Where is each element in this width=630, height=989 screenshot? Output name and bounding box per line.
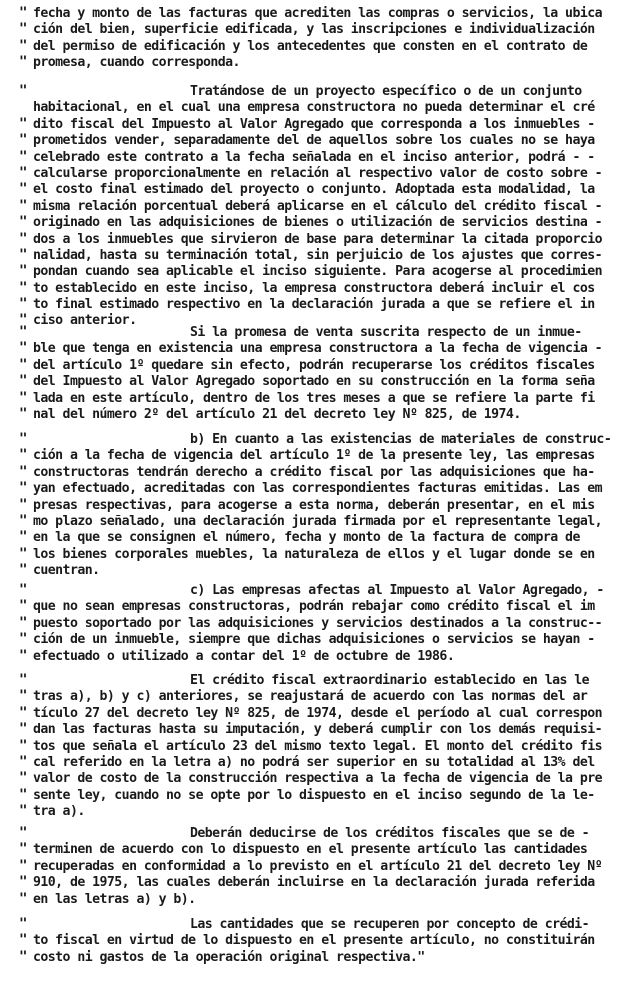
quote-mark: " — [19, 263, 28, 280]
line-text: cal referido en la letra a) no podrá ser superior en su totalidad al 13% del — [33, 754, 595, 770]
text-line — [0, 547, 630, 563]
quote-mark: " — [19, 857, 28, 874]
line-text: calcularse proporcionalmente en relación al respectivo valor de costo sobre - — [33, 165, 602, 181]
text-line — [0, 215, 630, 231]
quote-mark: " — [19, 647, 28, 664]
line-text: el costo final estimado del proyecto o conjunto. Adoptada esta modalidad, la — [33, 182, 595, 198]
line-text: recuperadas en conformidad a lo previsto en el artículo 21 del decreto ley Nº — [33, 858, 602, 874]
text-line — [0, 481, 630, 497]
line-text: del Impuesto al Valor Agregado soportado en su construcción en la forma seña — [33, 374, 595, 390]
text-line — [0, 55, 630, 71]
line-text: terminen de acuerdo con lo dispuesto en el presente artículo las cantidades — [33, 842, 588, 858]
line-text: to fiscal en virtud de lo dispuesto en el presente artículo, no constituirán — [33, 933, 595, 949]
quote-mark: " — [19, 54, 28, 71]
quote-mark: " — [19, 948, 28, 965]
quote-mark: " — [19, 230, 28, 247]
paragraph — [0, 6, 630, 72]
quote-mark: " — [19, 841, 28, 858]
text-line — [0, 297, 630, 313]
quote-mark: " — [19, 631, 28, 648]
line-text: en las letras a) y b). — [33, 891, 196, 907]
text-line — [0, 150, 630, 166]
quote-mark: " — [19, 389, 28, 406]
quote-mark: " — [19, 932, 28, 949]
text-line — [0, 325, 630, 341]
quote-mark: " — [19, 890, 28, 907]
text-line — [0, 722, 630, 738]
line-text: costo ni gastos de la operación original respectiva." — [33, 949, 425, 965]
quote-mark: " — [19, 463, 28, 480]
quote-mark: " — [19, 373, 28, 390]
quote-mark: " — [19, 431, 28, 447]
quote-mark: " — [19, 496, 28, 513]
quote-mark: " — [19, 721, 28, 738]
text-line — [0, 199, 630, 215]
line-text: nal del número 2º del artículo 21 del decreto ley Nº 825, de 1974. — [33, 406, 521, 422]
line-text: dos a los inmuebles que sirvieron de base para determinar la citada proporcio — [33, 231, 602, 247]
line-text: constructoras tendrán derecho a crédito fiscal por las adquisiciones que ha- — [33, 464, 595, 480]
quote-mark: " — [19, 312, 28, 329]
quote-mark: " — [19, 786, 28, 803]
quote-mark: " — [19, 164, 28, 181]
text-line — [0, 22, 630, 38]
paragraph — [0, 84, 630, 330]
text-line — [0, 826, 630, 842]
text-line — [0, 917, 630, 933]
text-line — [0, 530, 630, 546]
text-line — [0, 182, 630, 198]
line-text: tras a), b) y c) anteriores, se reajustará de acuerdo con las normas del ar — [33, 689, 588, 705]
text-line — [0, 804, 630, 820]
line-text: nalidad, hasta su terminación total, sin perjuicio de los ajustes que corres- — [33, 247, 602, 263]
text-line — [0, 514, 630, 530]
quote-mark: " — [19, 83, 28, 99]
quote-mark: " — [19, 324, 28, 340]
text-line — [0, 432, 630, 448]
text-line — [0, 771, 630, 787]
line-text: cuentran. — [33, 563, 100, 579]
text-line — [0, 689, 630, 705]
quote-mark: " — [19, 21, 28, 38]
quote-mark: " — [19, 614, 28, 631]
line-text: Las cantidades que se recuperen por concepto de crédi- — [190, 917, 590, 932]
paragraph — [0, 325, 630, 423]
line-text: tra a). — [33, 804, 85, 820]
line-text: misma relación porcentual deberá aplicarse en el cálculo del crédito fiscal - — [33, 198, 602, 214]
quote-mark: " — [19, 5, 28, 21]
quote-mark: " — [19, 115, 28, 132]
line-text: Tratándose de un proyecto específico o de un conjunto — [190, 84, 582, 99]
line-text: yan efectuado, acreditadas con las correspondientes facturas emitidas. Las em — [33, 481, 602, 497]
paragraph — [0, 826, 630, 908]
paragraph — [0, 583, 630, 665]
quote-mark: " — [19, 688, 28, 705]
quote-mark: " — [19, 214, 28, 231]
quote-mark: " — [19, 562, 28, 579]
text-line — [0, 950, 630, 966]
text-line — [0, 100, 630, 116]
text-line — [0, 892, 630, 908]
quote-mark: " — [19, 803, 28, 820]
quote-mark: " — [19, 246, 28, 263]
text-line — [0, 498, 630, 514]
line-text: dan las facturas hasta su imputación, y deberá cumplir con los demás requisi- — [33, 722, 602, 738]
text-line — [0, 739, 630, 755]
quote-mark: " — [19, 181, 28, 198]
quote-mark: " — [19, 356, 28, 373]
text-line — [0, 706, 630, 722]
line-text: mo plazo señalado, una declaración jurada firmada por el representante legal, — [33, 513, 602, 529]
paragraph — [0, 917, 630, 966]
line-text: del artículo 1º quedare sin efecto, podrán recuperarse los créditos fiscales — [33, 357, 595, 373]
text-line — [0, 842, 630, 858]
text-line — [0, 374, 630, 390]
line-text: ble que tenga en existencia una empresa constructora a la fecha de vigencia - — [33, 341, 602, 357]
text-line — [0, 39, 630, 55]
text-line — [0, 649, 630, 665]
line-text: dito fiscal del Impuesto al Valor Agregado que corresponda a los inmuebles - — [33, 116, 595, 132]
line-text: Deberán deducirse de los créditos fiscales que se de - — [190, 826, 590, 841]
line-text: habitacional, en el cual una empresa constructora no pueda determinar el cré — [33, 100, 595, 116]
text-line — [0, 788, 630, 804]
text-line — [0, 341, 630, 357]
quote-mark: " — [19, 148, 28, 165]
quote-mark: " — [19, 704, 28, 721]
line-text: to final estimado respectivo en la declaración jurada a que se refiere el in — [33, 297, 595, 313]
line-text: prometidos vender, separadamente del de aquellos sobre los cuales no se haya — [33, 133, 595, 149]
paragraph — [0, 432, 630, 580]
line-text: El crédito fiscal extraordinario establecido en las le — [190, 673, 590, 688]
line-text: fecha y monto de las facturas que acrediten las compras o servicios, la ubica — [33, 6, 602, 21]
quote-mark: " — [19, 132, 28, 149]
line-text: to establecido en este inciso, la empresa constructora deberá incluir el cos — [33, 280, 595, 296]
line-text: ción del bien, superficie edificada, y las inscripciones e individualización — [33, 22, 595, 38]
text-line — [0, 84, 630, 100]
text-line — [0, 933, 630, 949]
line-text: lada en este artículo, dentro de los tres meses a que se refiere la parte fi — [33, 390, 595, 406]
text-line — [0, 133, 630, 149]
line-text: promesa, cuando corresponda. — [33, 55, 240, 71]
line-text: en la que se consignen el número, fecha y monto de la factura de compra de — [33, 530, 580, 546]
text-line — [0, 248, 630, 264]
quote-mark: " — [19, 916, 28, 932]
text-line — [0, 264, 630, 280]
text-line — [0, 563, 630, 579]
line-text: c) Las empresas afectas al Impuesto al Valor Agregado, - — [190, 583, 604, 598]
paragraph — [0, 673, 630, 821]
line-text: celebrado este contrato a la fecha señalada en el inciso anterior, podrá - - — [33, 149, 595, 165]
line-text: puesto soportado por las adquisiciones y servicios destinados a la construc-- — [33, 615, 602, 631]
quote-mark: " — [19, 197, 28, 214]
line-text: pondan cuando sea aplicable el inciso siguiente. Para acogerse al procedimien — [33, 264, 602, 280]
quote-mark: " — [19, 770, 28, 787]
quote-mark: " — [19, 512, 28, 529]
quote-mark: " — [19, 874, 28, 891]
text-line — [0, 232, 630, 248]
quote-mark: " — [19, 582, 28, 598]
quote-mark: " — [19, 279, 28, 296]
quote-mark: " — [19, 340, 28, 357]
line-text: ción a la fecha de vigencia del artículo 1º de la presente ley, las empresas — [33, 448, 595, 464]
text-line — [0, 117, 630, 133]
text-line — [0, 673, 630, 689]
text-line — [0, 281, 630, 297]
line-text: tos que señala el artículo 23 del mismo texto legal. El monto del crédito fis — [33, 738, 602, 754]
text-line — [0, 875, 630, 891]
text-line — [0, 6, 630, 22]
quote-mark: " — [19, 529, 28, 546]
text-line — [0, 583, 630, 599]
quote-mark: " — [19, 447, 28, 464]
line-text: sente ley, cuando no se opte por lo dispuesto en el inciso segundo de la le- — [33, 787, 595, 803]
quote-mark: " — [19, 37, 28, 54]
text-line — [0, 465, 630, 481]
quote-mark: " — [19, 672, 28, 688]
text-line — [0, 755, 630, 771]
text-line — [0, 166, 630, 182]
quote-mark: " — [19, 480, 28, 497]
line-text: que no sean empresas constructoras, podrán rebajar como crédito fiscal el im — [33, 599, 595, 615]
text-line — [0, 358, 630, 374]
text-line — [0, 391, 630, 407]
line-text: tículo 27 del decreto ley Nº 825, de 1974, desde el período al cual correspon — [33, 705, 602, 721]
text-line — [0, 407, 630, 423]
text-line — [0, 616, 630, 632]
quote-mark: " — [19, 737, 28, 754]
text-line — [0, 632, 630, 648]
line-text: efectuado o utilizado a contar del 1º de octubre de 1986. — [33, 648, 455, 664]
line-text: originado en las adquisiciones de bienes o utilización de servicios destina - — [33, 215, 602, 231]
text-line — [0, 859, 630, 875]
line-text: 910, de 1975, las cuales deberán incluirse en la declaración jurada referida — [33, 875, 595, 891]
line-text: b) En cuanto a las existencias de materiales de construc- — [190, 432, 612, 447]
line-text: ción de un inmueble, siempre que dichas adquisiciones o servicios se hayan - — [33, 632, 595, 648]
line-text: ciso anterior. — [33, 313, 137, 329]
line-text: presas respectivas, para acogerse a esta norma, deberán presentar, en el mis — [33, 497, 595, 513]
line-text: los bienes corporales muebles, la naturaleza de ellos y el lugar donde se en — [33, 546, 595, 562]
line-text: valor de costo de la construcción respectiva a la fecha de vigencia de la pre — [33, 771, 602, 787]
quote-mark: " — [19, 825, 28, 841]
line-text: Si la promesa de venta suscrita respecto de un inmue- — [190, 325, 582, 340]
line-text: del permiso de edificación y los antecedentes que consten en el contrato de — [33, 38, 588, 54]
quote-mark: " — [19, 296, 28, 313]
quote-mark: " — [19, 598, 28, 615]
quote-mark: " — [19, 753, 28, 770]
text-line — [0, 599, 630, 615]
text-line — [0, 448, 630, 464]
quote-mark: " — [19, 405, 28, 422]
quote-mark: " — [19, 545, 28, 562]
